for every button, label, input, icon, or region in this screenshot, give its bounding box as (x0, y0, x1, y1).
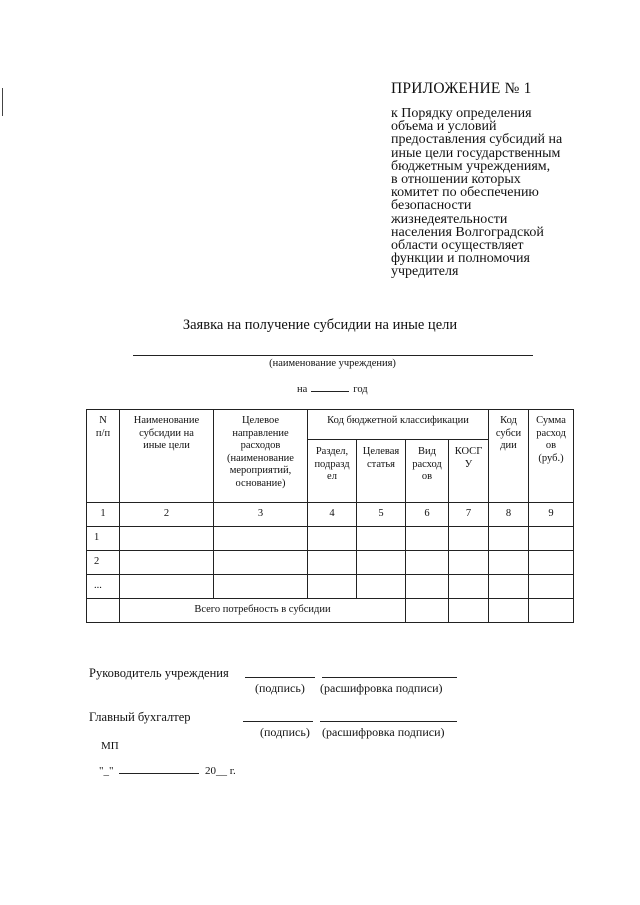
appendix-line: функции и полномочия (391, 251, 530, 267)
scan-edge-mark (2, 88, 3, 116)
table-cell[interactable] (489, 527, 529, 551)
table-row (87, 527, 574, 551)
table-cell[interactable] (120, 575, 214, 599)
head-signature-line[interactable] (245, 677, 315, 678)
document-title: Заявка на получение субсидии на иные цели (182, 317, 458, 333)
appendix-line: в отношении которых (391, 172, 521, 188)
appendix-line: населения Волгоградской (391, 224, 544, 240)
appendix-line: учредителя (391, 264, 459, 280)
date-year: 20__ г. (204, 765, 236, 777)
table-cell[interactable] (406, 527, 449, 551)
appendix-line: комитет по обеспечению (391, 185, 539, 201)
column-number: 4 (308, 503, 357, 527)
column-number: 1 (87, 503, 120, 527)
stamp-placeholder: МП (101, 740, 119, 752)
head-of-institution-label: Руководитель учреждения (89, 666, 229, 680)
date-line (99, 764, 236, 777)
name-decode-caption: (расшифровка подписи) (322, 725, 445, 739)
appendix-line: объема и условий (391, 119, 497, 135)
table-cell[interactable] (449, 575, 489, 599)
total-label: Всего потребность в субсидии (120, 599, 406, 623)
table-cell[interactable] (214, 527, 308, 551)
table-cell[interactable] (449, 599, 489, 623)
year-prefix: на (297, 384, 308, 395)
table-cell[interactable] (529, 551, 574, 575)
table-cell[interactable] (406, 551, 449, 575)
table-cell[interactable] (489, 599, 529, 623)
table-cell[interactable] (357, 551, 406, 575)
table-cell[interactable] (489, 575, 529, 599)
column-number: 3 (214, 503, 308, 527)
row-number: 2 (87, 551, 120, 575)
header-subsidy-name: Наименование субсидии на иные цели (120, 410, 214, 503)
table-row (87, 575, 574, 599)
appendix-line: иные цели государственным (391, 145, 561, 161)
column-number: 7 (449, 503, 489, 527)
column-number: 8 (489, 503, 529, 527)
table-cell[interactable] (357, 575, 406, 599)
column-number-row (87, 503, 574, 527)
signature-caption: (подпись) (255, 681, 305, 695)
table-row (87, 551, 574, 575)
appendix-line: предоставления субсидий на (391, 132, 563, 148)
table-cell[interactable] (120, 527, 214, 551)
head-name-line[interactable] (322, 677, 457, 678)
subsidy-request-table (86, 409, 574, 623)
table-cell[interactable] (529, 599, 574, 623)
table-cell (87, 599, 120, 623)
table-cell[interactable] (214, 575, 308, 599)
header-expense-type: Вид расход ов (406, 440, 449, 503)
appendix-description (391, 107, 591, 279)
table-cell[interactable] (489, 551, 529, 575)
appendix-line: бюджетным учреждениям, (391, 158, 551, 174)
table-cell[interactable] (308, 575, 357, 599)
organization-name-caption: (наименование учреждения) (269, 358, 396, 369)
header-purpose: Целевое направление расходов (наименование мероприятий, основание) (214, 410, 308, 503)
year-line (297, 383, 368, 395)
name-decode-caption: (расшифровка подписи) (320, 681, 443, 695)
organization-name-line (133, 355, 533, 356)
table-cell[interactable] (406, 575, 449, 599)
column-number: 6 (406, 503, 449, 527)
appendix-line: к Порядку определения (391, 106, 532, 121)
header-subsidy-code: Код субси дии (489, 410, 529, 503)
header-target-article: Целевая статья (357, 440, 406, 503)
accountant-name-line[interactable] (320, 721, 457, 722)
table-cell[interactable] (449, 551, 489, 575)
accountant-signature-line[interactable] (243, 721, 313, 722)
appendix-title: ПРИЛОЖЕНИЕ № 1 (391, 80, 532, 97)
date-month-blank[interactable] (119, 764, 199, 774)
chief-accountant-label: Главный бухгалтер (89, 710, 191, 724)
row-number: 1 (87, 527, 120, 551)
year-blank (311, 383, 349, 392)
header-kosgu: КОСГ У (449, 440, 489, 503)
header-budget-classification: Код бюджетной классификации (308, 410, 489, 440)
table-cell[interactable] (529, 575, 574, 599)
table-cell[interactable] (406, 599, 449, 623)
year-suffix: год (353, 384, 368, 395)
signature-caption: (подпись) (260, 725, 310, 739)
table-cell[interactable] (357, 527, 406, 551)
row-number: ... (87, 575, 120, 599)
table-cell[interactable] (529, 527, 574, 551)
table-cell[interactable] (308, 527, 357, 551)
column-number: 2 (120, 503, 214, 527)
table-cell[interactable] (449, 527, 489, 551)
header-amount: Сумма расход ов (руб.) (529, 410, 574, 503)
table-cell[interactable] (308, 551, 357, 575)
header-num: N п/п (87, 410, 120, 503)
header-section: Раздел, подразд ел (308, 440, 357, 503)
appendix-line: области осуществляет (391, 238, 524, 254)
column-number: 5 (357, 503, 406, 527)
date-day: "_" (99, 765, 114, 777)
table-cell[interactable] (120, 551, 214, 575)
column-number: 9 (529, 503, 574, 527)
appendix-line: жизнедеятельности (391, 211, 508, 227)
table-cell[interactable] (214, 551, 308, 575)
appendix-line: безопасности (391, 198, 472, 214)
total-row (87, 599, 574, 623)
